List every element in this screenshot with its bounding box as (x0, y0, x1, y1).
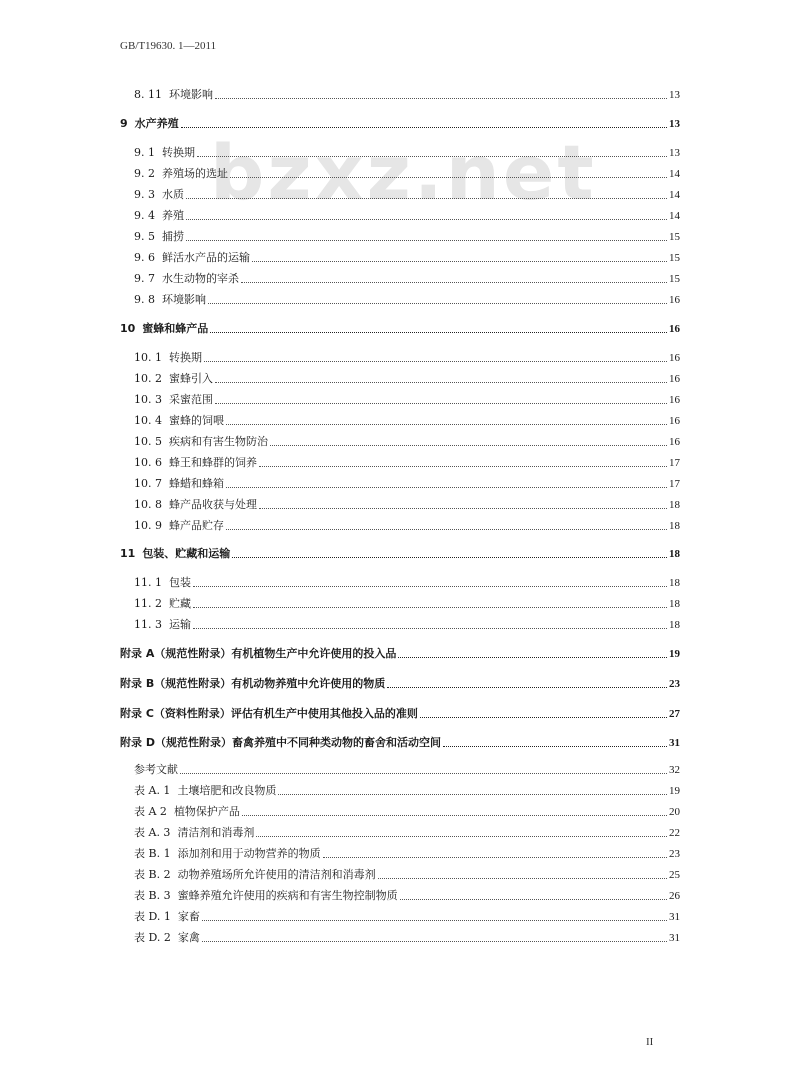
toc-entry-number: 9. 8 (134, 293, 155, 306)
toc-entry-page: 17 (669, 478, 680, 490)
toc-entry[interactable] (134, 572, 680, 590)
toc-entry-title: 养殖场的选址 (162, 167, 228, 180)
toc-entry-number: 10. 8 (134, 498, 162, 511)
toc-entry-number: 9. 3 (134, 188, 155, 201)
toc-chapter[interactable] (120, 543, 680, 561)
toc-entry-page: 17 (669, 457, 680, 469)
toc-entry[interactable] (134, 515, 680, 533)
toc-entry[interactable] (134, 431, 680, 449)
toc-annex[interactable] (120, 673, 680, 691)
toc-leader-dots (259, 466, 667, 467)
toc-leader-dots (378, 878, 667, 879)
toc-table-entry[interactable] (134, 906, 680, 924)
toc-entry-title: 家禽 (177, 931, 200, 944)
toc-entry-title: 附录 D（规范性附录）畜禽养殖中不同种类动物的畜舍和活动空间 (120, 736, 441, 749)
toc-entry-title: 捕捞 (162, 230, 184, 243)
toc-leader-dots (180, 773, 667, 774)
toc-entry-number: 9. 4 (134, 209, 155, 222)
toc-entry-title: 参考文献 (134, 763, 178, 776)
toc-leader-dots (278, 794, 667, 795)
toc-leader-dots (242, 815, 667, 816)
toc-entry-page: 13 (669, 89, 680, 101)
toc-entry-title: 附录 A（规范性附录）有机植物生产中允许使用的投入品 (120, 647, 397, 660)
toc-entry-title: 添加剂和用于动物营养的物质 (177, 847, 321, 860)
toc-leader-dots (204, 361, 667, 362)
toc-entry-number: 表 D. 2 (134, 931, 171, 944)
toc-leader-dots (420, 717, 667, 718)
toc-entry-number: 11. 2 (134, 597, 162, 610)
toc-entry-number: 表 B. 3 (134, 889, 171, 902)
toc-entry-title: 鲜活水产品的运输 (162, 251, 250, 264)
toc-entry-page: 16 (669, 294, 680, 306)
toc-entry-page: 13 (669, 118, 680, 130)
toc-table-entry[interactable] (134, 843, 680, 861)
toc-table-entry[interactable] (134, 927, 680, 945)
toc-entry-page: 22 (669, 827, 680, 839)
toc-table-entry[interactable] (134, 780, 680, 798)
toc-leader-dots (323, 857, 667, 858)
toc-leader-dots (398, 657, 667, 658)
page-number: II (646, 1036, 654, 1048)
toc-entry-number: 10. 3 (134, 393, 162, 406)
watermark: bzxz.net (210, 128, 597, 217)
toc-entry-title: 环境影响 (169, 88, 213, 101)
toc-entry-number: 9. 7 (134, 272, 155, 285)
toc-entry-title: 水生动物的宰杀 (162, 272, 239, 285)
toc-entry-page: 31 (669, 911, 680, 923)
toc-leader-dots (186, 219, 667, 220)
toc-entry[interactable] (134, 452, 680, 470)
toc-leader-dots (252, 261, 667, 262)
toc-leader-dots (186, 240, 667, 241)
toc-entry-title: 蜂王和蜂群的饲养 (169, 456, 257, 469)
toc-entry-page: 14 (669, 168, 680, 180)
toc-leader-dots (215, 403, 667, 404)
toc-entry-number: 表 A. 1 (134, 784, 171, 797)
toc-leader-dots (193, 628, 667, 629)
toc-entry-number: 11. 3 (134, 618, 162, 631)
toc-leader-dots (230, 177, 667, 178)
toc-entry-number: 9. 2 (134, 167, 155, 180)
toc-entry-number: 表 A 2 (134, 805, 167, 818)
toc-leader-dots (210, 332, 667, 333)
toc-entry-page: 19 (669, 785, 680, 797)
toc-entry-number: 9 (120, 117, 128, 130)
toc-entry-title: 蜜蜂引入 (169, 372, 213, 385)
toc-entry[interactable] (134, 410, 680, 428)
toc-entry-title: 附录 C（资料性附录）评估有机生产中使用其他投入品的准则 (120, 707, 418, 720)
toc-entry-page: 16 (669, 415, 680, 427)
toc-leader-dots (443, 746, 667, 747)
toc-entry-title: 水产养殖 (134, 117, 179, 130)
toc-leader-dots (226, 424, 667, 425)
toc-entry[interactable] (134, 389, 680, 407)
toc-entry-title: 土壤培肥和改良物质 (177, 784, 277, 797)
toc-entry-number: 9. 6 (134, 251, 155, 264)
toc-entry-title: 动物养殖场所允许使用的清洁剂和消毒剂 (177, 868, 376, 881)
toc-leader-dots (215, 98, 667, 99)
toc-entry-title: 附录 B（规范性附录）有机动物养殖中允许使用的物质 (120, 677, 386, 690)
toc-entry[interactable] (134, 142, 680, 160)
toc-entry-page: 18 (669, 548, 680, 560)
toc-leader-dots (202, 941, 667, 942)
toc-leader-dots (259, 508, 667, 509)
toc-leader-dots (181, 127, 667, 128)
toc-entry[interactable] (134, 347, 680, 365)
toc-leader-dots (215, 382, 667, 383)
toc-entry[interactable] (134, 205, 680, 223)
toc-entry-page: 16 (669, 394, 680, 406)
toc-entry-number: 表 B. 1 (134, 847, 171, 860)
toc-entry-title: 蜂产品贮存 (169, 519, 224, 532)
toc-entry-number: 表 B. 2 (134, 868, 171, 881)
toc-entry-page: 13 (669, 147, 680, 159)
toc-entry-title: 转换期 (169, 351, 202, 364)
toc-entry-page: 26 (669, 890, 680, 902)
toc-entry-page: 27 (669, 708, 680, 720)
toc-entry-page: 23 (669, 848, 680, 860)
toc-leader-dots (387, 687, 667, 688)
toc-entry-title: 植物保护产品 (173, 805, 240, 818)
toc-entry-title: 清洁剂和消毒剂 (177, 826, 255, 839)
toc-entry-page: 18 (669, 598, 680, 610)
toc-entry-title: 蜜蜂的饲喂 (169, 414, 224, 427)
toc-entry-title: 蜜蜂养殖允许使用的疾病和有害生物控制物质 (177, 889, 398, 902)
toc-leader-dots (226, 529, 667, 530)
toc-entry-page: 18 (669, 619, 680, 631)
toc-entry-number: 10. 6 (134, 456, 162, 469)
toc-entry[interactable] (134, 593, 680, 611)
toc-entry-page: 18 (669, 577, 680, 589)
toc-entry-number: 9. 5 (134, 230, 155, 243)
toc-entry-page: 31 (669, 737, 680, 749)
toc-entry-title: 包装 (169, 576, 191, 589)
toc-table-entry[interactable] (134, 864, 680, 882)
toc-entry-title: 转换期 (162, 146, 195, 159)
toc-entry-page: 23 (669, 678, 680, 690)
toc-entry-page: 18 (669, 520, 680, 532)
toc-leader-dots (202, 920, 667, 921)
toc-leader-dots (241, 282, 667, 283)
toc-entry-number: 10. 5 (134, 435, 162, 448)
toc-entry-number: 表 A. 3 (134, 826, 171, 839)
toc-entry-page: 16 (669, 352, 680, 364)
toc-entry-title: 疾病和有害生物防治 (169, 435, 268, 448)
toc-entry-page: 15 (669, 231, 680, 243)
toc-leader-dots (193, 607, 667, 608)
toc-entry[interactable] (134, 268, 680, 286)
toc-leader-dots (270, 445, 667, 446)
toc-entry[interactable] (134, 184, 680, 202)
toc-entry-title: 运输 (169, 618, 191, 631)
toc-entry[interactable] (134, 473, 680, 491)
toc-entry-number: 10. 9 (134, 519, 162, 532)
toc-entry-number: 8. 11 (134, 88, 162, 101)
toc-entry-title: 蜜蜂和蜂产品 (142, 322, 209, 335)
toc-entry-title: 家畜 (177, 910, 200, 923)
toc-entry-page: 31 (669, 932, 680, 944)
toc-table-entry[interactable] (134, 801, 680, 819)
toc-entry-page: 32 (669, 764, 680, 776)
toc-entry-page: 20 (669, 806, 680, 818)
toc-entry[interactable] (134, 84, 680, 102)
toc-leader-dots (256, 836, 667, 837)
toc-leader-dots (226, 487, 667, 488)
toc-entry-number: 10. 1 (134, 351, 162, 364)
toc-entry-title: 蜂产品收获与处理 (169, 498, 257, 511)
toc-entry-number: 9. 1 (134, 146, 155, 159)
document-code: GB/T19630. 1—2011 (120, 40, 217, 52)
toc-leader-dots (208, 303, 667, 304)
toc-entry[interactable] (134, 226, 680, 244)
toc-entry[interactable] (134, 494, 680, 512)
toc-entry-page: 16 (669, 436, 680, 448)
toc-entry-title: 采蜜范围 (169, 393, 213, 406)
toc-references[interactable] (134, 759, 680, 777)
toc-annex[interactable] (120, 732, 680, 750)
toc-entry-title: 蜂蜡和蜂箱 (169, 477, 224, 490)
toc-entry[interactable] (134, 163, 680, 181)
toc-entry-number: 11. 1 (134, 576, 162, 589)
toc-entry-number: 10. 7 (134, 477, 162, 490)
toc-chapter[interactable] (120, 113, 680, 131)
toc-leader-dots (193, 586, 667, 587)
toc-entry[interactable] (134, 289, 680, 307)
toc-entry-page: 15 (669, 252, 680, 264)
toc-entry-number: 11 (120, 547, 136, 560)
toc-entry-page: 14 (669, 189, 680, 201)
toc-entry-title: 环境影响 (162, 293, 206, 306)
toc-entry-title: 养殖 (162, 209, 184, 222)
toc-entry-page: 16 (669, 373, 680, 385)
toc-chapter[interactable] (120, 318, 680, 336)
toc-entry-number: 10 (120, 322, 136, 335)
toc-table-entry[interactable] (134, 885, 680, 903)
toc-leader-dots (197, 156, 667, 157)
toc-entry[interactable] (134, 614, 680, 632)
toc-annex[interactable] (120, 703, 680, 721)
toc-entry-page: 25 (669, 869, 680, 881)
toc-leader-dots (186, 198, 667, 199)
toc-entry-title: 贮藏 (169, 597, 191, 610)
toc-table-entry[interactable] (134, 822, 680, 840)
toc-entry-page: 19 (669, 648, 680, 660)
toc-entry[interactable] (134, 368, 680, 386)
toc-entry-page: 14 (669, 210, 680, 222)
toc-entry-number: 10. 2 (134, 372, 162, 385)
toc-leader-dots (232, 557, 667, 558)
toc-annex[interactable] (120, 643, 680, 661)
toc-entry-title: 包装、贮藏和运输 (142, 547, 231, 560)
toc-entry-number: 表 D. 1 (134, 910, 171, 923)
toc-entry-title: 水质 (162, 188, 184, 201)
toc-entry-page: 18 (669, 499, 680, 511)
toc-entry-page: 16 (669, 323, 680, 335)
toc-entry-page: 15 (669, 273, 680, 285)
toc-entry[interactable] (134, 247, 680, 265)
toc-leader-dots (400, 899, 667, 900)
toc-entry-number: 10. 4 (134, 414, 162, 427)
